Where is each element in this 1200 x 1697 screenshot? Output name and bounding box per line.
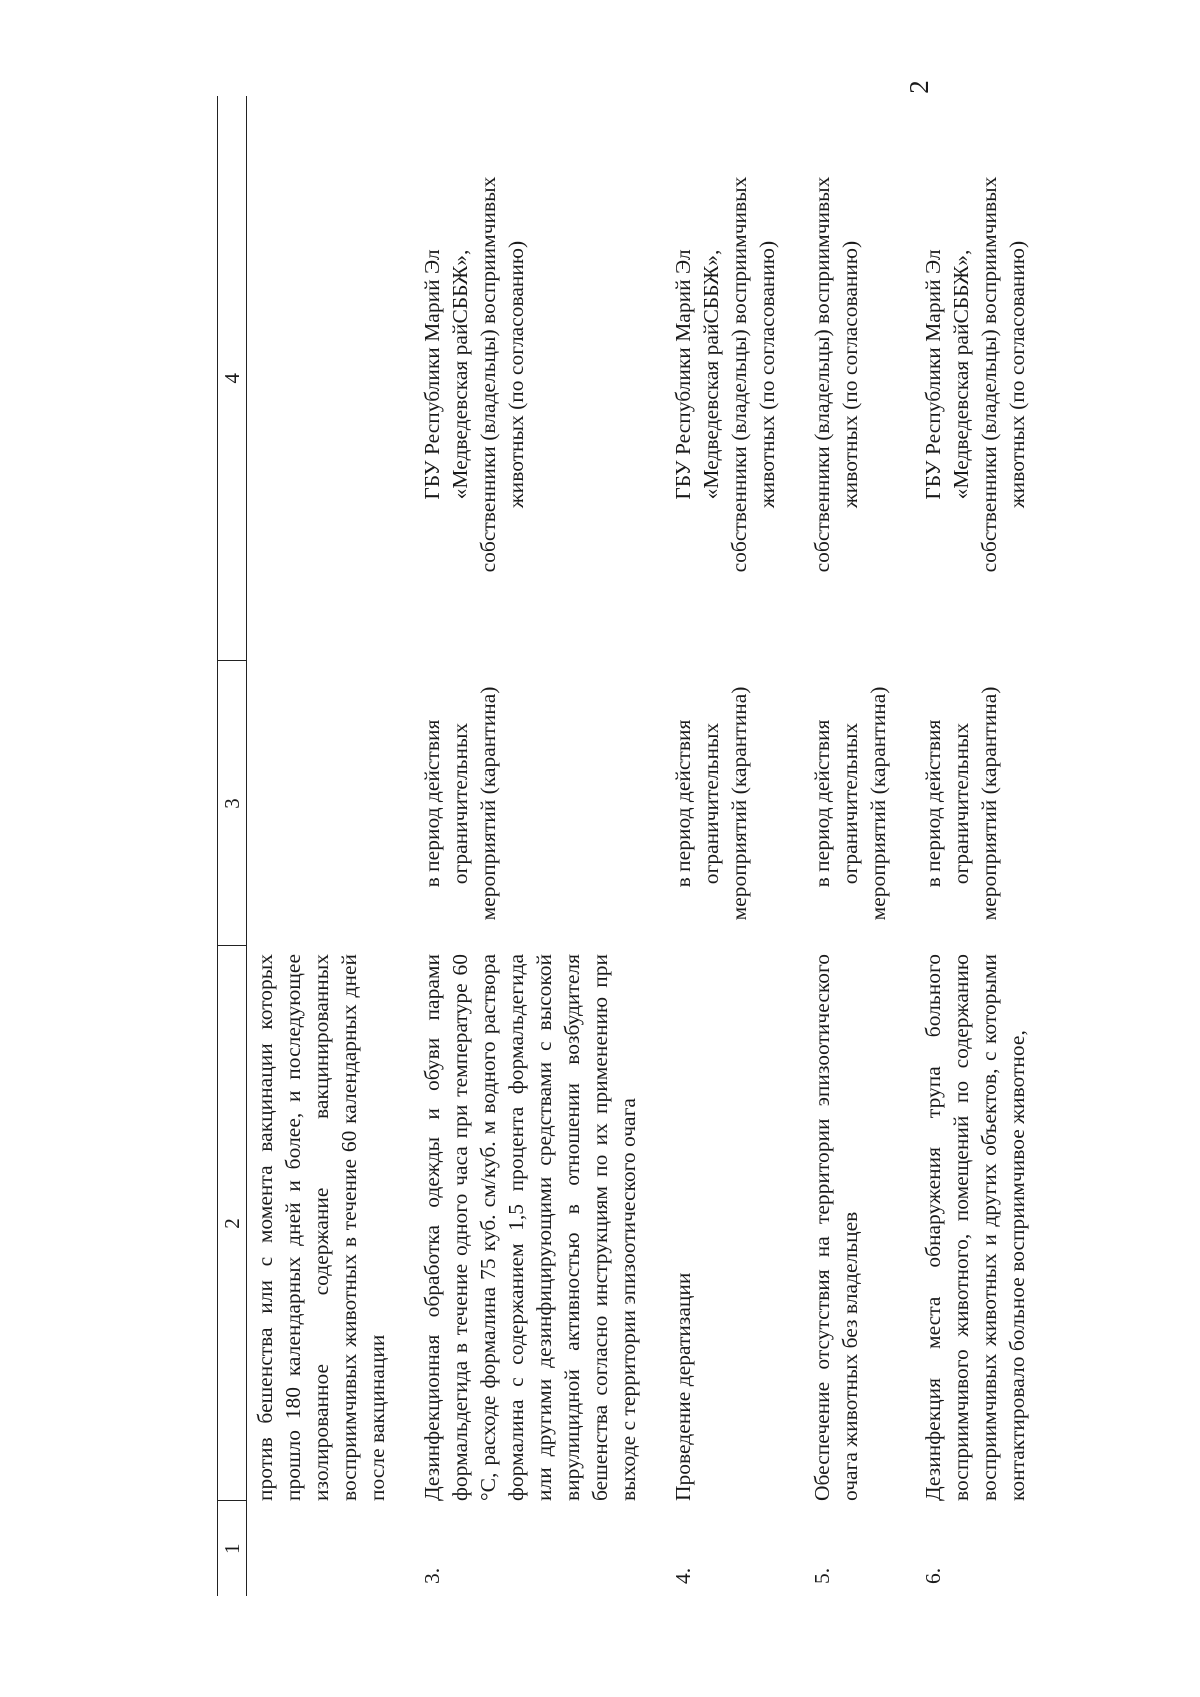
rotated-page-content bbox=[217, 96, 1029, 1596]
row-number bbox=[247, 1501, 392, 1596]
period-cell bbox=[247, 661, 392, 946]
responsible-line: собственники (владельцы) восприимчивых bbox=[476, 176, 500, 573]
responsible-line: собственники (владельцы) восприимчивых bbox=[810, 176, 834, 573]
measures-table bbox=[217, 96, 1031, 1596]
measure-text: Проведение дератизации bbox=[671, 1272, 695, 1501]
responsible-line: ГБУ Республики Марий Эл bbox=[921, 249, 945, 500]
responsible-line: собственники (владельцы) восприимчивых bbox=[977, 176, 1001, 573]
period-line: мероприятий (карантина) bbox=[866, 686, 890, 921]
responsible-line: животных (по согласованию) bbox=[755, 240, 779, 509]
responsible-line: ГБУ Республики Марий Эл bbox=[420, 249, 444, 500]
measure-text: Дезинфекция места обнаружения трупа больного восприимчивого животного, помещений по содержанию восприимчивых животных и других объектов, с которыми контактировало больное восприимчивое животное, bbox=[921, 954, 1029, 1501]
period-line: мероприятий (карантина) bbox=[727, 686, 751, 921]
period-line: мероприятий (карантина) bbox=[977, 686, 1001, 921]
period-line: в период действия bbox=[921, 719, 945, 888]
responsible-line: собственники (владельцы) восприимчивых bbox=[727, 176, 751, 573]
column-header-1: 1 bbox=[218, 1501, 247, 1596]
period-cell bbox=[781, 661, 892, 946]
table-header-row bbox=[218, 96, 247, 1596]
responsible-line: ГБУ Республики Марий Эл bbox=[671, 249, 695, 500]
period-cell bbox=[642, 661, 781, 946]
responsible-cell bbox=[391, 96, 642, 661]
measure-text: против бешенства или с момента вакцинации которых прошло 180 календарных дней и более, и последующее изолированное содержание вакцинированных восприимчивых животных в течение 60 календарных дней после вакцинации bbox=[253, 954, 389, 1501]
period-line: в период действия bbox=[420, 719, 444, 888]
responsible-line: «Медведевская райСББЖ», bbox=[949, 249, 973, 500]
period-line: в период действия bbox=[810, 719, 834, 888]
period-cell bbox=[391, 661, 642, 946]
measure-text: Обеспечение отсутствия на территории эпизоотического очага животных без владельцев bbox=[810, 954, 862, 1501]
row-number: 3. bbox=[420, 1567, 444, 1584]
period-line: мероприятий (карантина) bbox=[476, 686, 500, 921]
period-line: ограничительных bbox=[838, 722, 862, 885]
responsible-line: животных (по согласованию) bbox=[1005, 240, 1029, 509]
responsible-line: животных (по согласованию) bbox=[838, 240, 862, 509]
responsible-line: «Медведевская райСББЖ», bbox=[448, 249, 472, 500]
responsible-line: животных (по согласованию) bbox=[504, 240, 528, 509]
row-number: 4. bbox=[671, 1567, 695, 1584]
period-line: ограничительных bbox=[699, 722, 723, 885]
row-number: 6. bbox=[921, 1567, 945, 1584]
period-line: в период действия bbox=[671, 719, 695, 888]
table-row bbox=[642, 96, 781, 1596]
responsible-cell bbox=[247, 96, 392, 661]
row-number: 5. bbox=[810, 1567, 834, 1584]
responsible-line: «Медведевская райСББЖ», bbox=[699, 249, 723, 500]
responsible-cell bbox=[642, 96, 781, 661]
period-line: ограничительных bbox=[448, 722, 472, 885]
responsible-cell bbox=[892, 96, 1031, 661]
period-line: ограничительных bbox=[949, 722, 973, 885]
column-header-4: 4 bbox=[218, 96, 247, 661]
column-header-2: 2 bbox=[218, 946, 247, 1501]
table-row bbox=[391, 96, 642, 1596]
table-row bbox=[781, 96, 892, 1596]
table-row bbox=[892, 96, 1031, 1596]
measure-text: Дезинфекционная обработка одежды и обуви парами формальдегида в течение одного часа при температуре 60 °С, расходе формалина 75 куб. см/куб. м водного раствора формалина с содержанием 1,5 процента формальдегида или другими дезинфицирующими средствами с высокой вирулицидной активностью в отношении возбудителя бешенства согласно инструкциям по их применению при выходе с территории эпизоотического очага bbox=[420, 954, 640, 1501]
page-number-text: 2 bbox=[903, 80, 934, 94]
period-cell bbox=[892, 661, 1031, 946]
responsible-cell bbox=[781, 96, 892, 661]
column-header-3: 3 bbox=[218, 661, 247, 946]
table-row bbox=[247, 96, 392, 1596]
